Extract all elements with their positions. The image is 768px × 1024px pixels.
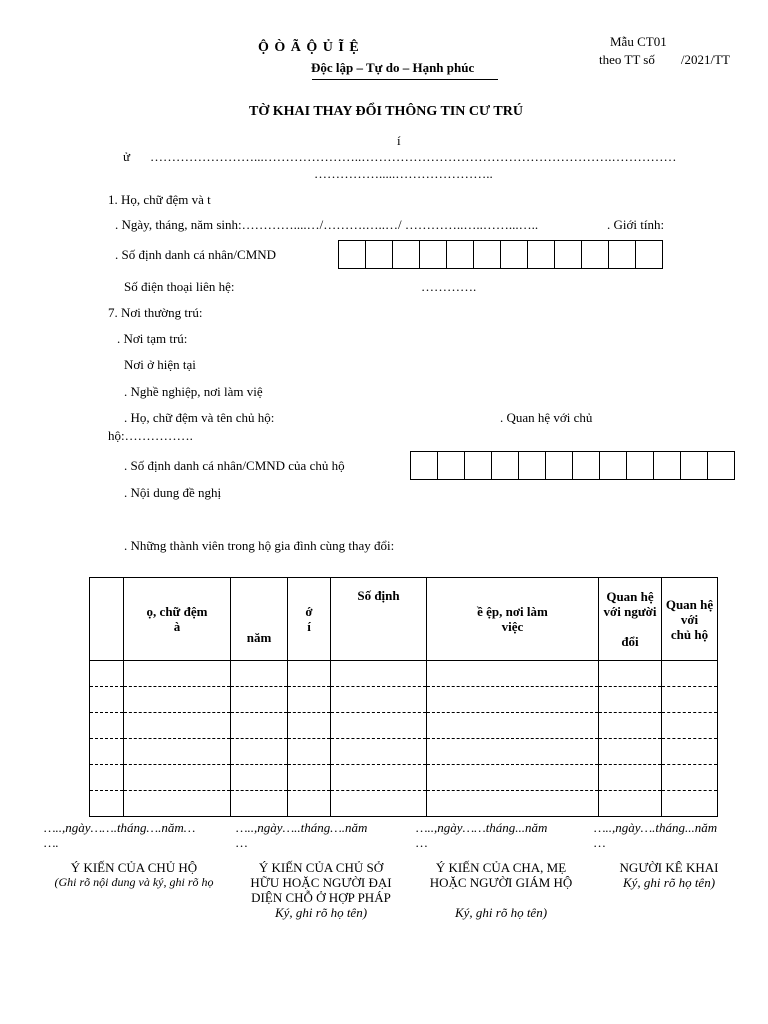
id-digit-box[interactable] [581,240,609,269]
field-personal-id-label: . Số định danh cá nhân/CMND [115,247,277,262]
table-cell[interactable] [331,765,427,791]
table-cell[interactable] [331,661,427,687]
form-code: Mẫu CT01 [610,34,667,49]
country-name-fragment: Ộ Ò Ã Ộ Ủ Ĩ Ệ [258,40,360,55]
personal-id-boxes[interactable] [339,240,663,269]
recipient-dots-line-2[interactable]: …………….....………………….. [314,166,493,181]
table-cell[interactable] [90,765,124,791]
table-cell[interactable] [427,765,599,791]
id-digit-box[interactable] [410,451,438,480]
table-cell[interactable] [662,765,718,791]
col-header-index [90,578,124,661]
phone-dots[interactable]: …………. [421,279,477,294]
table-cell[interactable] [231,791,288,817]
table-cell[interactable] [288,739,331,765]
id-digit-box[interactable] [599,451,627,480]
table-cell[interactable] [124,765,231,791]
table-cell[interactable] [288,791,331,817]
id-digit-box[interactable] [527,240,555,269]
table-cell[interactable] [331,739,427,765]
id-digit-box[interactable] [365,240,393,269]
field-occupation[interactable]: . Nghề nghiệp, nơi làm việ [124,384,263,399]
table-cell[interactable] [124,713,231,739]
signature-title: Ý KIẾN CỦA CHỦ HỘ [70,860,198,875]
table-cell[interactable] [427,791,599,817]
table-cell[interactable] [662,713,718,739]
signature-declarant [594,820,744,890]
field-gender[interactable]: . Giới tính: [607,217,665,232]
table-cell[interactable] [427,687,599,713]
id-digit-box[interactable] [518,451,546,480]
recipient-fragment-left: ử [123,149,131,164]
table-cell[interactable] [90,739,124,765]
table-cell[interactable] [288,687,331,713]
table-cell[interactable] [599,713,662,739]
id-digit-box[interactable] [707,451,735,480]
id-digit-box[interactable] [653,451,681,480]
field-temporary-residence[interactable]: . Nơi tạm trú: [117,331,188,346]
table-cell[interactable] [599,661,662,687]
table-cell[interactable] [231,713,288,739]
table-row [90,687,718,713]
field-relation-to-head[interactable]: . Quan hệ với chủ [500,410,593,425]
table-cell[interactable] [231,661,288,687]
table-cell[interactable] [331,791,427,817]
table-header-row [90,578,718,661]
table-row [90,765,718,791]
table-row [90,661,718,687]
col-header-id-number: Số định [331,578,427,661]
signature-title: Ý KIẾN CỦA CHỦ SỞ HỮU HOẶC NGƯỜI ĐẠI DIỆN CHỖ Ở HỢP PHÁP [250,860,392,905]
signature-note: (Ghi rõ nội dung và ký, ghi rõ họ [54,875,214,889]
form-title: TỜ KHAI THAY ĐỔI THÔNG TIN CƯ TRÚ [249,104,523,119]
table-cell[interactable] [599,739,662,765]
col-header-relation-to-head: Quan hệ với chủ hộ [662,578,718,661]
id-digit-box[interactable] [419,240,447,269]
household-head-id-boxes[interactable] [411,451,735,480]
table-cell[interactable] [288,713,331,739]
table-cell[interactable] [427,713,599,739]
table-row [90,739,718,765]
motto-underline [312,79,498,80]
id-digit-box[interactable] [608,240,636,269]
table-cell[interactable] [231,687,288,713]
signature-note: Ký, ghi rõ họ tên) [454,905,548,920]
table-cell[interactable] [662,791,718,817]
signature-note: Ký, ghi rõ họ tên) [274,905,368,920]
id-digit-box[interactable] [626,451,654,480]
field-full-name[interactable]: 1. Họ, chữ đệm và t [108,192,211,207]
signature-parent-guardian [416,820,586,920]
recipient-dots-line-1[interactable]: ……………………...…………………..………………………………………………….…………… [150,149,677,164]
signature-date[interactable]: …..,ngày…….tháng….năm… …. [44,820,196,850]
table-cell[interactable] [331,713,427,739]
col-header-birth-year: năm [231,578,288,661]
table-cell[interactable] [231,739,288,765]
table-cell[interactable] [662,687,718,713]
id-digit-box[interactable] [545,451,573,480]
id-digit-box[interactable] [491,451,519,480]
table-cell[interactable] [90,791,124,817]
id-digit-box[interactable] [338,240,366,269]
table-cell[interactable] [599,791,662,817]
field-permanent-residence[interactable]: 7. Nơi thường trú: [108,305,203,320]
id-digit-box[interactable] [554,240,582,269]
id-digit-box[interactable] [464,451,492,480]
signature-date[interactable]: …..,ngày….tháng...năm … [594,820,718,850]
table-cell[interactable] [331,687,427,713]
field-members-changing: . Những thành viên trong hộ gia đình cùng thay đổi: [124,538,395,553]
table-cell[interactable] [90,687,124,713]
motto: Độc lập – Tự do – Hạnh phúc [311,60,475,75]
table-cell[interactable] [662,739,718,765]
table-cell[interactable] [90,661,124,687]
signature-title: Ý KIẾN CỦA CHA, MẸ HOẶC NGƯỜI GIÁM HỘ [429,860,573,890]
field-household-head-name[interactable]: . Họ, chữ đệm và tên chủ hộ: [124,410,275,425]
table-row [90,713,718,739]
recipient-fragment-top: í [397,133,401,148]
col-header-relation-to-declarant: Quan hệ với người đổi [599,578,662,661]
table-cell[interactable] [124,791,231,817]
signature-title: NGƯỜI KÊ KHAI [619,860,719,875]
circular-reference: theo TT số /2021/TT [599,52,730,67]
table-cell[interactable] [124,739,231,765]
signature-household-head [44,820,224,890]
field-relation-to-head-continued[interactable]: hộ:……………. [108,428,193,443]
id-digit-box[interactable] [635,240,663,269]
field-request-content[interactable]: . Nội dung đề nghị [124,485,222,500]
field-household-head-id-label: . Số định danh cá nhân/CMND của chủ hộ [124,458,345,473]
id-digit-box[interactable] [446,240,474,269]
table-cell[interactable] [599,765,662,791]
signature-date[interactable]: …..,ngày……tháng...năm … [416,820,548,850]
table-cell[interactable] [231,765,288,791]
members-table [89,577,718,817]
table-cell[interactable] [427,661,599,687]
col-header-gender: ớ í [288,578,331,661]
id-digit-box[interactable] [392,240,420,269]
signature-owner-representative [236,820,406,920]
table-cell[interactable] [599,687,662,713]
field-date-of-birth[interactable]: . Ngày, tháng, năm sinh:…………....…/……….…..…/ …………..…..……...….. [115,217,539,232]
signature-note: Ký, ghi rõ họ tên) [622,875,716,890]
table-cell[interactable] [427,739,599,765]
table-cell[interactable] [124,661,231,687]
table-cell[interactable] [662,661,718,687]
field-current-residence[interactable]: Nơi ở hiện tại [124,357,196,372]
col-header-occupation: ề ệp, nơi làm việc [427,578,599,661]
id-digit-box[interactable] [680,451,708,480]
table-cell[interactable] [288,765,331,791]
id-digit-box[interactable] [572,451,600,480]
field-phone[interactable]: Số điện thoại liên hệ: [124,279,235,294]
id-digit-box[interactable] [500,240,528,269]
signature-date[interactable]: …..,ngày…..tháng….năm … [236,820,368,850]
id-digit-box[interactable] [473,240,501,269]
table-row [90,791,718,817]
table-cell[interactable] [90,713,124,739]
table-cell[interactable] [124,687,231,713]
col-header-full-name: ọ, chữ đệm à [124,578,231,661]
id-digit-box[interactable] [437,451,465,480]
table-cell[interactable] [288,661,331,687]
